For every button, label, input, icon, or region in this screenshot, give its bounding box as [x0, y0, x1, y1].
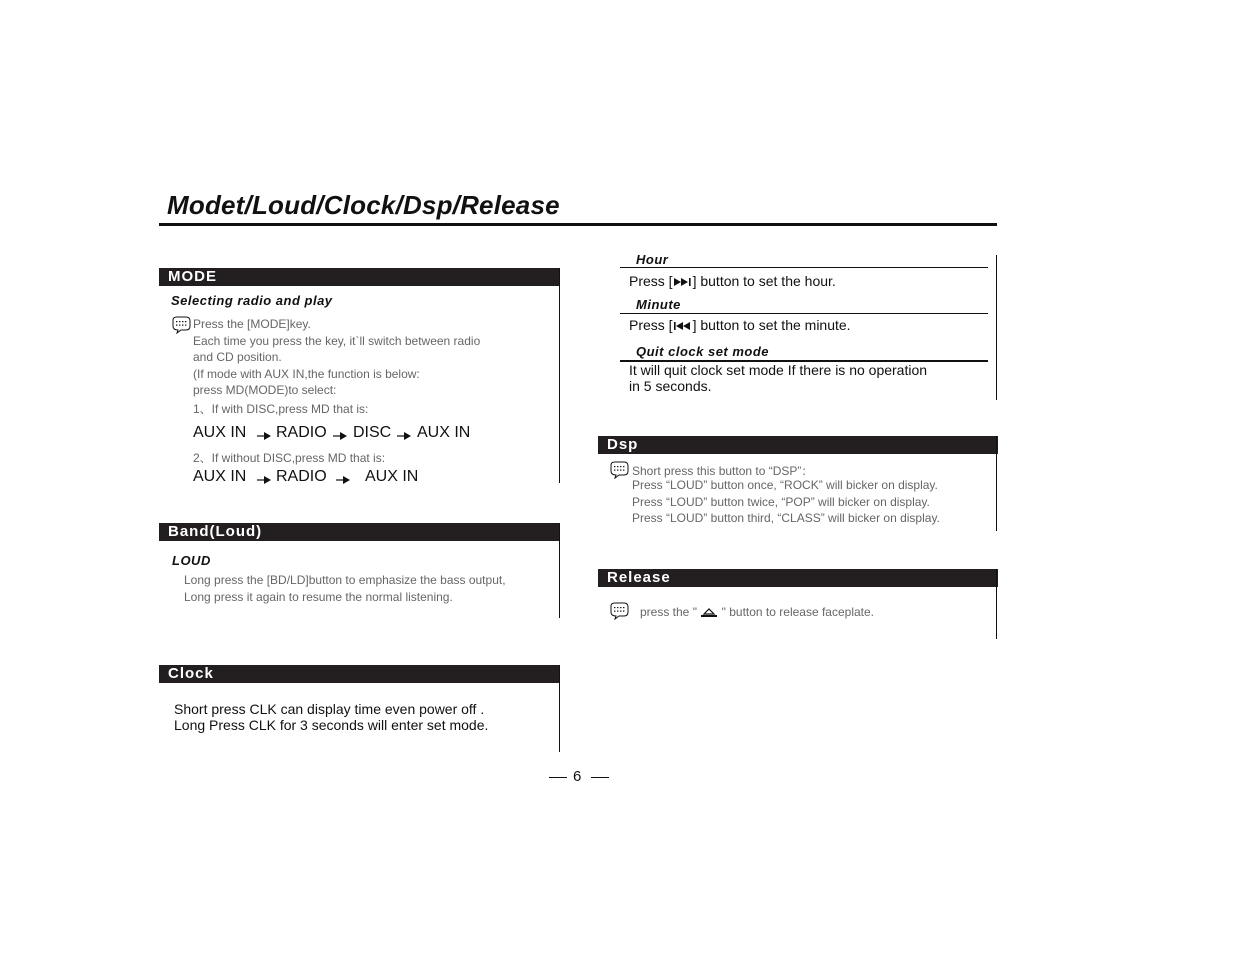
dsp-line: Press “LOUD” button once, “ROCK” will bicker on display. — [632, 478, 938, 492]
band-right-rule — [559, 523, 560, 618]
quit-line: It will quit clock set mode If there is no operation — [629, 362, 928, 378]
title-rule — [159, 223, 997, 226]
sequence-item: AUX IN — [365, 468, 419, 485]
eject-release-icon — [700, 608, 718, 618]
hour-text-post: ] button to set the hour. — [692, 273, 836, 289]
hour-text-pre: Press [ — [629, 273, 673, 289]
hour-instruction — [629, 273, 836, 289]
release-text-post: " button to release faceplate. — [721, 605, 875, 619]
page-number-dash — [591, 777, 609, 778]
mode-right-rule — [559, 268, 560, 483]
sequence-item: AUX IN — [417, 424, 471, 441]
dsp-heading: Dsp — [598, 436, 998, 454]
clock-heading: Clock — [159, 665, 560, 683]
minute-rule — [620, 313, 988, 314]
release-text-pre: press the " — [640, 605, 697, 619]
band-heading: Band(Loud) — [159, 523, 560, 541]
clock-line: Long Press CLK for 3 seconds will enter set mode. — [174, 717, 489, 733]
release-right-rule — [996, 569, 997, 639]
note-icon — [609, 461, 629, 479]
minute-instruction — [629, 317, 851, 333]
clock-line: Short press CLK can display time even power off . — [174, 701, 485, 717]
minute-text-post: ] button to set the minute. — [692, 317, 851, 333]
dsp-line: Press “LOUD” button third, “CLASS” will bicker on display. — [632, 511, 940, 525]
hour-rule — [620, 267, 988, 268]
note-icon — [609, 602, 629, 620]
sequence-item: RADIO — [276, 424, 327, 441]
mode-line: Press the [MODE]key. — [193, 317, 311, 331]
quit-line: in 5 seconds. — [629, 378, 712, 394]
band-line: Long press the [BD/LD]button to emphasize the bass output, — [184, 573, 506, 587]
clock-right-rule — [559, 665, 560, 752]
dsp-right-rule — [996, 436, 997, 531]
note-icon — [171, 316, 191, 334]
page-title: Modet/Loud/Clock/Dsp/Release — [167, 190, 560, 220]
minute-text-pre: Press [ — [629, 317, 673, 333]
arrow-right-icon — [336, 475, 350, 485]
band-subheading: LOUD — [172, 553, 211, 568]
page-number-dash — [549, 777, 567, 778]
release-heading: Release — [598, 569, 998, 587]
mode-line: press MD(MODE)to select: — [193, 383, 337, 397]
sequence-item: RADIO — [276, 468, 327, 485]
mode-line: and CD position. — [193, 350, 282, 364]
quit-subheading: Quit clock set mode — [636, 344, 770, 359]
sequence-item: AUX IN — [193, 468, 247, 485]
mode-heading: MODE — [159, 268, 560, 286]
hour-subheading: Hour — [636, 252, 669, 267]
mode-line: 1、If with DISC,press MD that is: — [193, 402, 369, 416]
mode-subheading: Selecting radio and play — [171, 293, 333, 308]
arrow-right-icon — [257, 431, 271, 441]
arrow-right-icon — [333, 431, 347, 441]
arrow-right-icon — [257, 475, 271, 485]
clock-set-right-rule — [996, 255, 997, 400]
dsp-line: Short press this button to “DSP”： — [632, 464, 814, 478]
release-instruction — [640, 605, 874, 619]
mode-line: Each time you press the key, it`ll switch between radio — [193, 334, 481, 348]
next-track-icon — [673, 277, 693, 287]
arrow-right-icon — [397, 431, 411, 441]
dsp-line: Press “LOUD” button twice, “POP” will bicker on display. — [632, 495, 930, 509]
page-number: 6 — [573, 768, 582, 785]
previous-track-icon — [673, 321, 693, 331]
minute-subheading: Minute — [636, 297, 681, 312]
mode-line: 2、If without DISC,press MD that is: — [193, 451, 386, 465]
sequence-item: DISC — [353, 424, 392, 441]
mode-line: (If mode with AUX IN,the function is below: — [193, 367, 420, 381]
sequence-item: AUX IN — [193, 424, 247, 441]
band-line: Long press it again to resume the normal listening. — [184, 590, 453, 604]
